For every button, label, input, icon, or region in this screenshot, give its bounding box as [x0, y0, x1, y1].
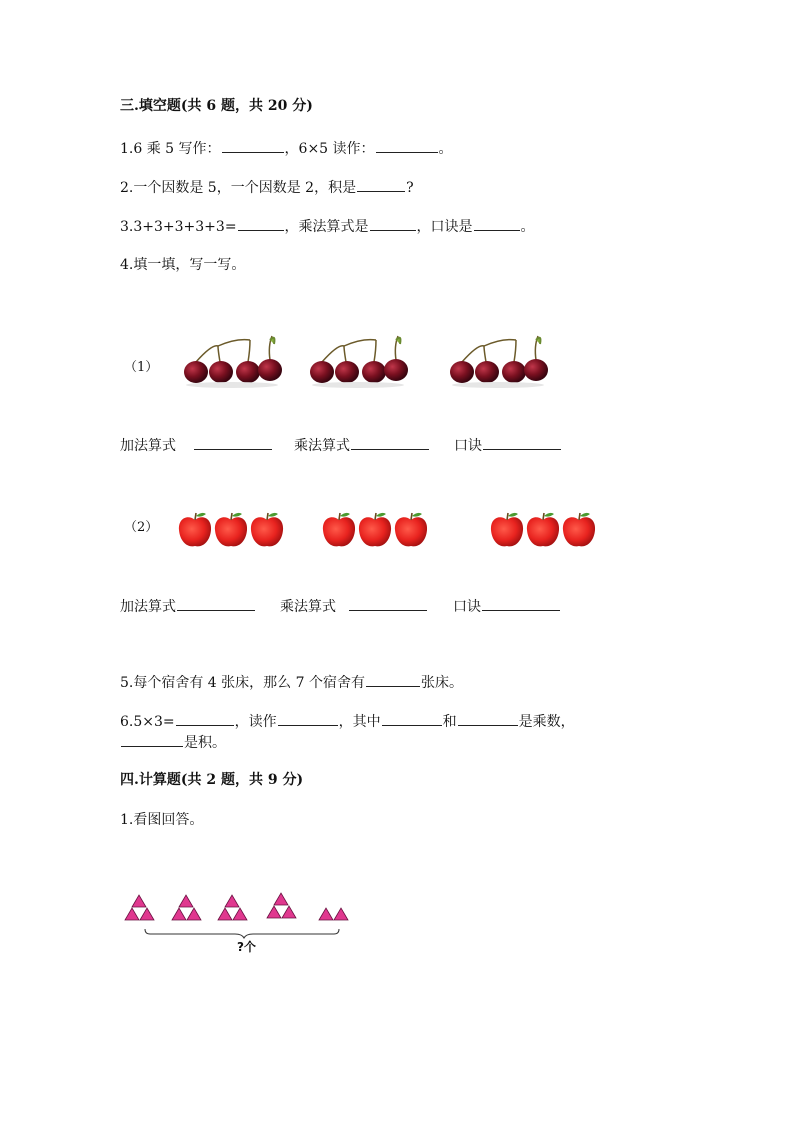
question-4-title: 4.填一填，写一写。 — [120, 257, 246, 273]
q4-part2-rhyme-label: 口诀 — [453, 599, 481, 615]
q4-part1-label: （1） — [124, 360, 159, 375]
q4-part2-mul-blank[interactable] — [349, 595, 427, 611]
q4-part1-mul-label: 乘法算式 — [294, 438, 350, 454]
q3-text-d: 。 — [520, 219, 535, 235]
q3-text-b: ，乘法算式是 — [284, 219, 369, 235]
q4-part2-mul-label: 乘法算式 — [280, 599, 336, 615]
q4-part1-mul-blank[interactable] — [351, 434, 429, 450]
section-title-calc: 四.计算题(共 2 题，共 9 分) — [120, 772, 304, 788]
q6-blank-5[interactable] — [121, 731, 183, 747]
triangle-group-5 — [319, 908, 348, 920]
triangle-group-2 — [172, 895, 201, 920]
q3-blank-1[interactable] — [238, 215, 284, 231]
brace-label: ?个 — [237, 940, 256, 954]
q4-part2-label: （2） — [124, 520, 159, 535]
q4-part2-rhyme-blank[interactable] — [482, 595, 560, 611]
q6-blank-3[interactable] — [382, 710, 442, 726]
q6-blank-1[interactable] — [176, 710, 234, 726]
q3-blank-2[interactable] — [370, 215, 416, 231]
q5-text-b: 张床。 — [420, 675, 463, 691]
q2-text-b: ? — [406, 180, 414, 196]
q6-text-e: 是乘数， — [518, 714, 575, 730]
q4-part1-answers — [120, 434, 562, 456]
question-6-cont — [120, 731, 226, 753]
q3-text-a: 3.3+3+3+3+3= — [120, 219, 237, 235]
q1-blank-2[interactable] — [376, 137, 438, 153]
q3-blank-3[interactable] — [474, 215, 520, 231]
q2-text-a: 2.一个因数是 5，一个因数是 2，积是 — [120, 180, 357, 196]
section-title-fill: 三.填空题(共 6 题，共 20 分) — [120, 98, 313, 114]
apple-group-1 — [179, 513, 283, 547]
q1-blank-1[interactable] — [222, 137, 284, 153]
q4-part1-rhyme-blank[interactable] — [483, 434, 561, 450]
apples-picture — [176, 508, 600, 550]
q6-text-c: ，其中 — [338, 714, 381, 730]
q4-part1-add-blank[interactable] — [194, 434, 272, 450]
q1-text-b: ，6×5 读作： — [284, 141, 375, 157]
triangle-group-3 — [218, 895, 247, 920]
q1-text-c: 。 — [438, 141, 453, 157]
question-2 — [120, 176, 414, 198]
q6-text-b: ，读作 — [234, 714, 277, 730]
cherries-picture — [180, 332, 555, 392]
q4-part2-answers — [120, 595, 561, 617]
q3-text-c: ，口诀是 — [416, 219, 473, 235]
question-3 — [120, 215, 535, 237]
q6-text-d: 和 — [442, 714, 457, 730]
triangle-group-1 — [125, 895, 154, 920]
q5-blank[interactable] — [366, 671, 420, 687]
apple-group-3 — [491, 513, 595, 547]
q4-part1-add-label: 加法算式 — [120, 438, 176, 454]
brace-icon — [145, 929, 339, 938]
apple-group-2 — [323, 513, 427, 547]
q6-text-f: 是积。 — [184, 735, 226, 751]
cherry-group-1 — [184, 336, 282, 388]
q4-part2-add-blank[interactable] — [177, 595, 255, 611]
q6-blank-2[interactable] — [278, 710, 338, 726]
calc-question-1: 1.看图回答。 — [120, 812, 204, 828]
q4-part2-add-label: 加法算式 — [120, 599, 176, 615]
question-6 — [120, 710, 575, 732]
q1-text-a: 1.6 乘 5 写作： — [120, 141, 221, 157]
q5-text-a: 5.每个宿舍有 4 张床，那么 7 个宿舍有 — [120, 675, 365, 691]
q6-text-a: 6.5×3= — [120, 714, 175, 730]
question-5 — [120, 671, 463, 693]
question-1 — [120, 137, 453, 159]
cherry-group-3 — [450, 336, 548, 388]
q4-part1-rhyme-label: 口诀 — [454, 438, 482, 454]
cherry-group-2 — [310, 336, 408, 388]
q6-blank-4[interactable] — [458, 710, 518, 726]
triangle-group-4 — [267, 893, 296, 918]
q2-blank[interactable] — [357, 176, 405, 192]
